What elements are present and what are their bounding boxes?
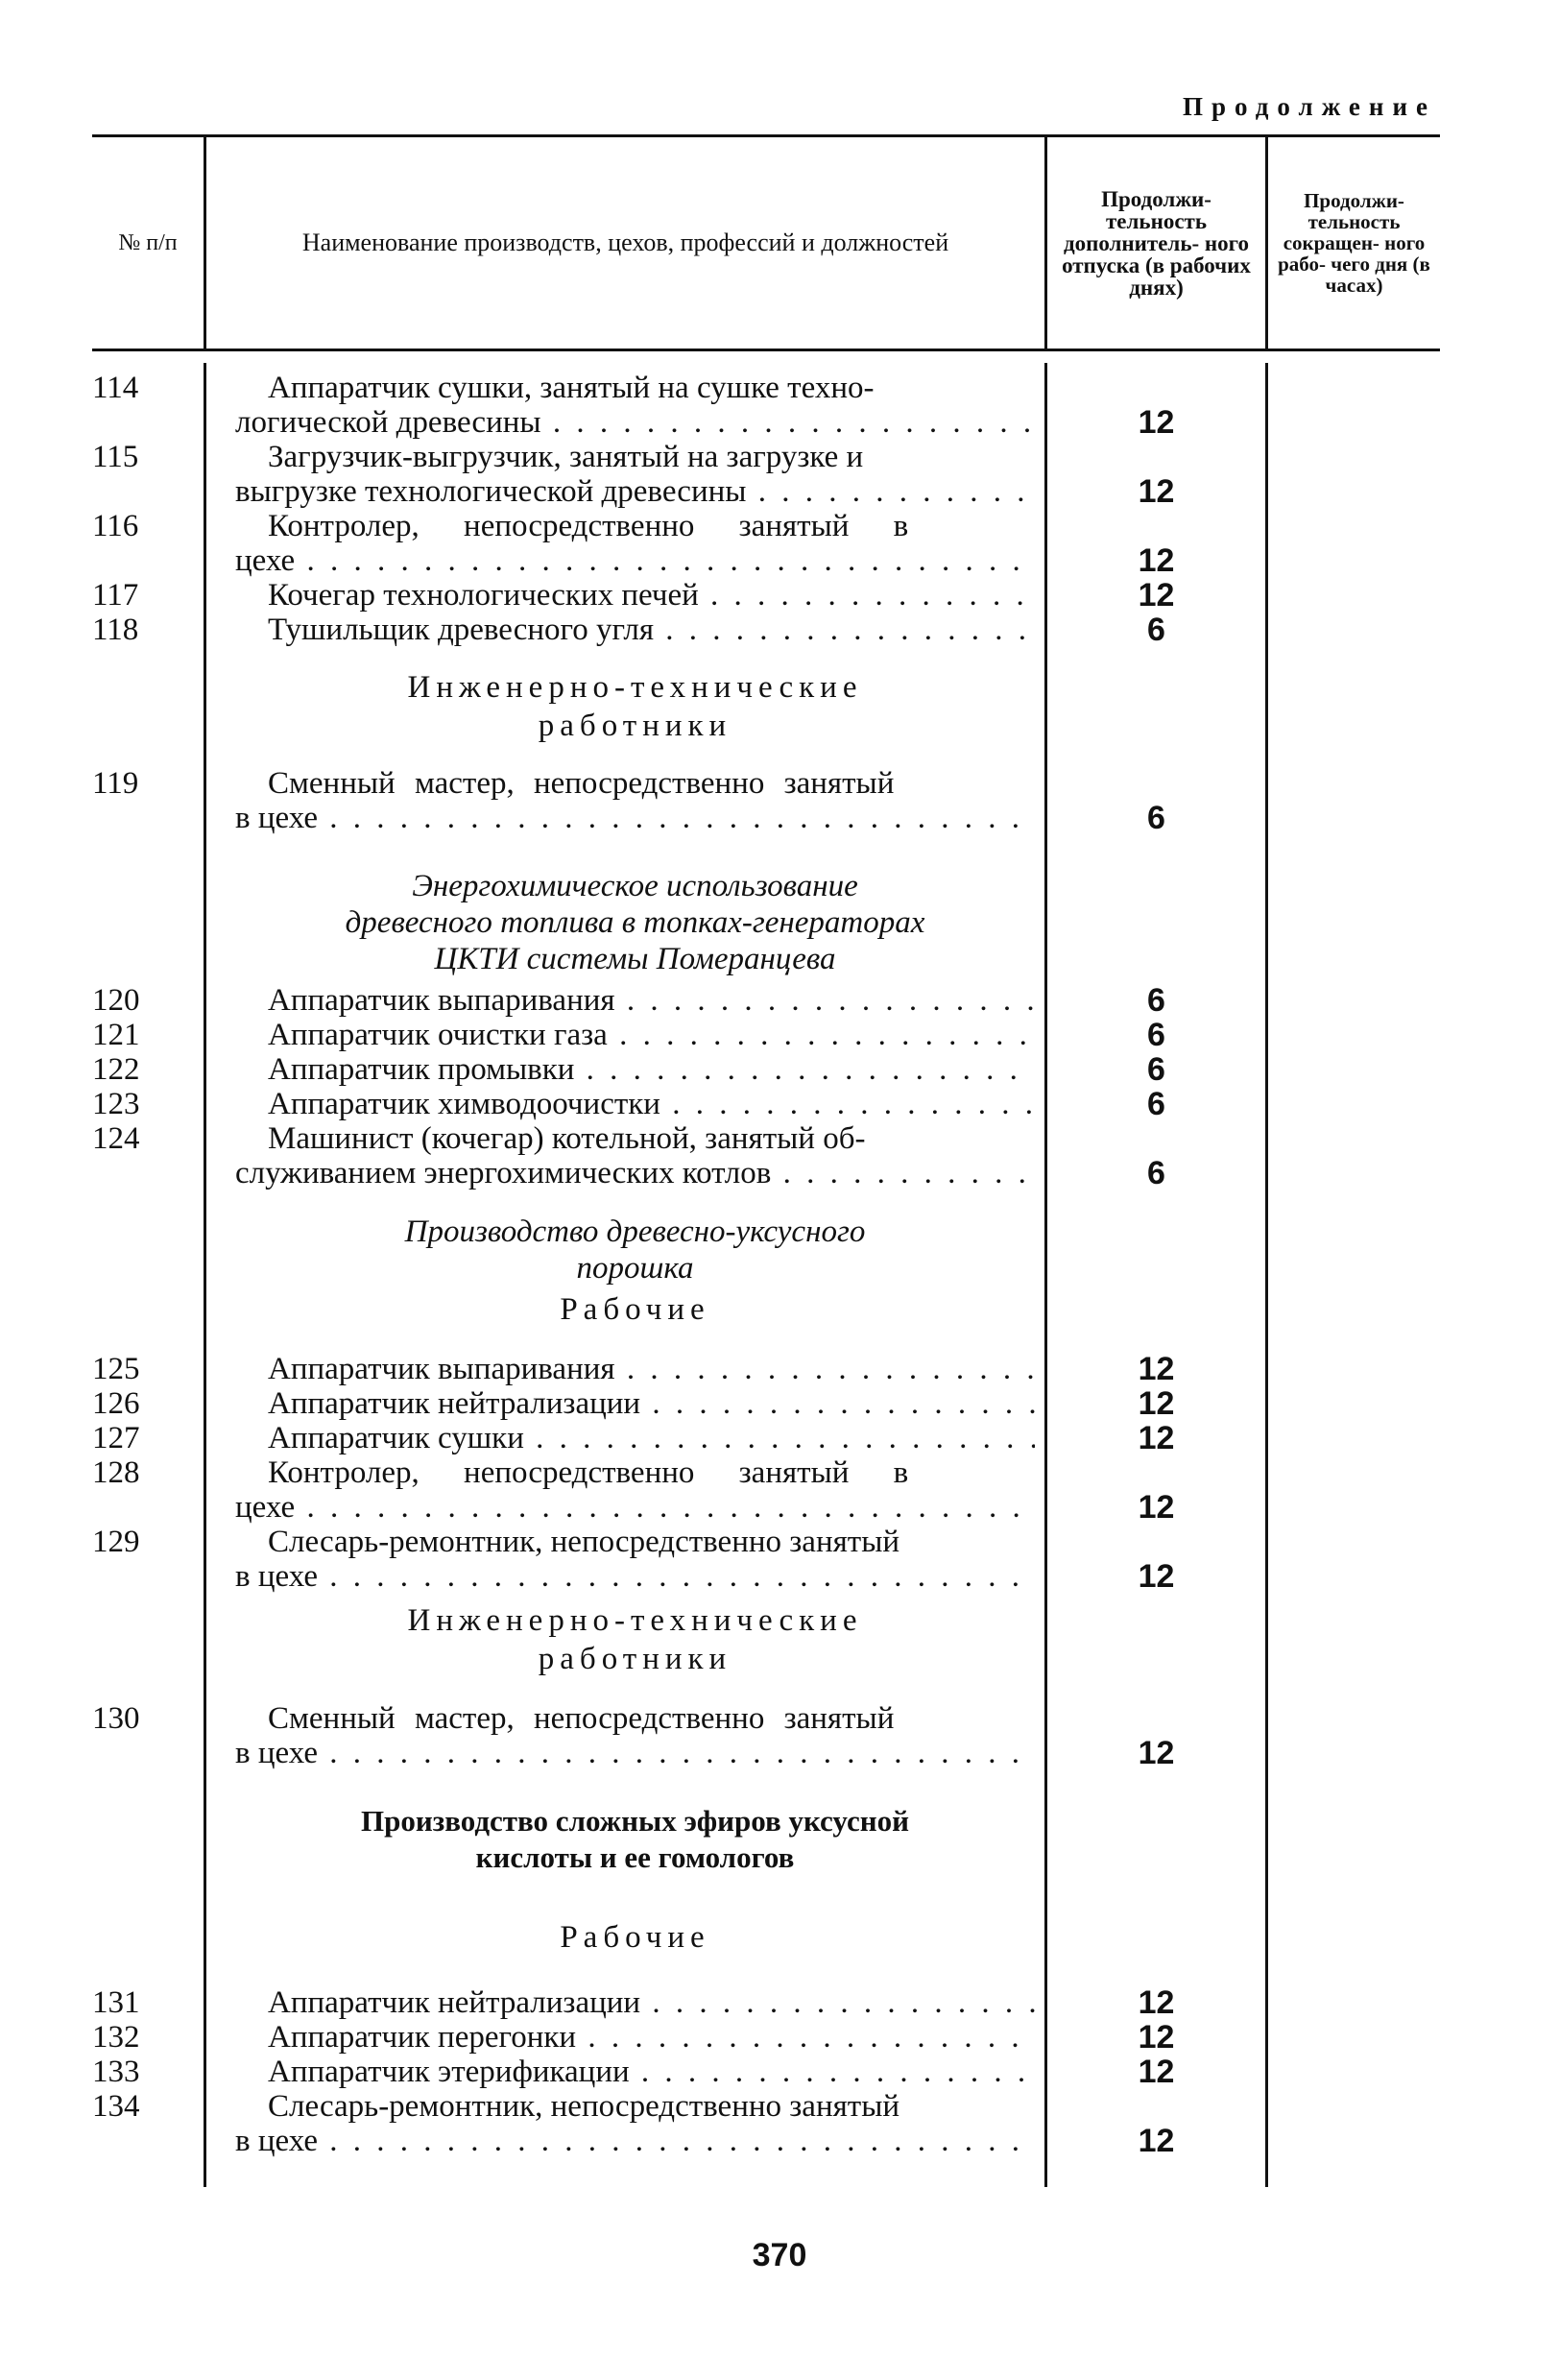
row-name: Аппаратчик перегонки . . . xyxy=(206,2020,1044,2055)
days-column xyxy=(1044,363,1265,2187)
row-num: 130 xyxy=(92,1701,140,1736)
row-days: 12 xyxy=(1138,1420,1175,1456)
row-name: Аппаратчик сушки, занятый на сушке техно- логической древесины . . . xyxy=(206,371,1044,440)
continuation-label: Продолжение xyxy=(1183,92,1436,121)
row-num: 117 xyxy=(92,578,139,613)
row-num: 119 xyxy=(92,766,139,801)
section-heading: Инженерно-технические работники xyxy=(407,1603,863,1676)
row-days: 6 xyxy=(1147,612,1165,648)
table-body xyxy=(92,363,1440,2187)
row-days: 6 xyxy=(1147,1155,1165,1191)
row-days: 12 xyxy=(1138,2054,1175,2090)
row-name: Слесарь-ремонтник, непосредственно занятый в цехе . . . xyxy=(206,1525,1044,1594)
row-days: 12 xyxy=(1138,1984,1175,2021)
row-name: Аппаратчик химводоочистки . . . xyxy=(206,1087,1044,1121)
row-name: Сменный мастер, непосредственно занятый в цехе . . . xyxy=(206,766,1044,835)
row-days: 12 xyxy=(1138,1489,1175,1526)
table xyxy=(92,134,1440,2187)
row-name: Аппаратчик выпаривания . . . xyxy=(206,983,1044,1018)
row-num: 123 xyxy=(92,1087,140,1121)
row-days: 12 xyxy=(1138,404,1175,441)
row-name: Тушильщик древесного угля . . . xyxy=(206,613,1044,647)
row-num: 116 xyxy=(92,509,139,543)
section-heading: Энергохимическое использование древесного топлива в топках-генераторах ЦКТИ системы Померанцева xyxy=(345,869,925,976)
row-days: 12 xyxy=(1138,1385,1175,1422)
row-name: Аппаратчик этерификации . . . xyxy=(206,2055,1044,2089)
row-days: 12 xyxy=(1138,1558,1175,1595)
header-name: Наименование производств, цехов, профессий и должностей xyxy=(204,137,1044,349)
row-num: 134 xyxy=(92,2089,140,2124)
row-name: Аппаратчик сушки . . . xyxy=(206,1421,1044,1455)
row-name: Аппаратчик нейтрализации . . . xyxy=(206,1985,1044,2020)
row-num: 133 xyxy=(92,2055,140,2089)
row-days: 6 xyxy=(1147,1017,1165,1053)
section-heading: Рабочие xyxy=(560,1292,710,1327)
row-days: 12 xyxy=(1138,473,1175,510)
row-days: 12 xyxy=(1138,542,1175,579)
header-bottom-rule xyxy=(92,349,1440,351)
row-days: 12 xyxy=(1138,1351,1175,1387)
row-days: 6 xyxy=(1147,1086,1165,1122)
row-num: 121 xyxy=(92,1018,140,1052)
row-name: Сменный мастер, непосредственно занятый в цехе . . . xyxy=(206,1701,1044,1770)
row-name: Контролер, непосредственно занятый в цехе . . . xyxy=(206,1455,1044,1525)
header-hours: Продолжи- тельность сокращен- ного рабо- чего дня (в часах) xyxy=(1265,137,1440,349)
row-num: 124 xyxy=(92,1121,140,1156)
row-num: 129 xyxy=(92,1525,140,1559)
row-name: Загрузчик-выгрузчик, занятый на загрузке и выгрузке технологической древесины . . . xyxy=(206,440,1044,509)
row-num: 122 xyxy=(92,1052,140,1087)
section-heading: Производство древесно-уксусного порошка xyxy=(404,1214,866,1286)
row-name: Аппаратчик очистки газа . . . xyxy=(206,1018,1044,1052)
section-heading: Инженерно-технические работники xyxy=(407,670,863,743)
section-heading: Рабочие xyxy=(560,1920,710,1955)
row-days: 6 xyxy=(1147,982,1165,1019)
row-days: 12 xyxy=(1138,2123,1175,2159)
row-num: 114 xyxy=(92,371,139,405)
row-name: Контролер, непосредственно занятый в цехе . . . xyxy=(206,509,1044,578)
row-name: Аппаратчик выпаривания . . . xyxy=(206,1352,1044,1386)
row-days: 12 xyxy=(1138,1735,1175,1771)
row-days: 6 xyxy=(1147,1051,1165,1088)
row-num: 132 xyxy=(92,2020,140,2055)
row-name: Слесарь-ремонтник, непосредственно занятый в цехе . . . xyxy=(206,2089,1044,2158)
row-num: 127 xyxy=(92,1421,140,1455)
row-num: 131 xyxy=(92,1985,140,2020)
table-header xyxy=(92,137,1440,349)
row-num: 115 xyxy=(92,440,139,474)
row-name: Кочегар технологических печей . . . xyxy=(206,578,1044,613)
row-num: 126 xyxy=(92,1386,140,1421)
row-name: Аппаратчик промывки . . . xyxy=(206,1052,1044,1087)
page-number: 370 xyxy=(752,2237,807,2273)
row-days: 6 xyxy=(1147,800,1165,836)
hours-column xyxy=(1265,363,1440,2187)
number-column xyxy=(92,363,204,2187)
header-days: Продолжи- тельность дополнитель- ного отпуска (в рабочих днях) xyxy=(1044,137,1265,349)
row-days: 12 xyxy=(1138,577,1175,613)
row-num: 125 xyxy=(92,1352,140,1386)
row-name: Аппаратчик нейтрализации . . . xyxy=(206,1386,1044,1421)
header-num: № п/п xyxy=(118,230,178,255)
row-num: 120 xyxy=(92,983,140,1018)
row-num: 118 xyxy=(92,613,139,647)
name-column xyxy=(204,363,1044,2187)
row-num: 128 xyxy=(92,1455,140,1490)
row-days: 12 xyxy=(1138,2019,1175,2055)
section-heading: Производство сложных эфиров уксусной кислоты и ее гомологов xyxy=(361,1804,909,1874)
row-name: Машинист (кочегар) котельной, занятый об- служиванием энергохимических котлов . . . xyxy=(206,1121,1044,1190)
